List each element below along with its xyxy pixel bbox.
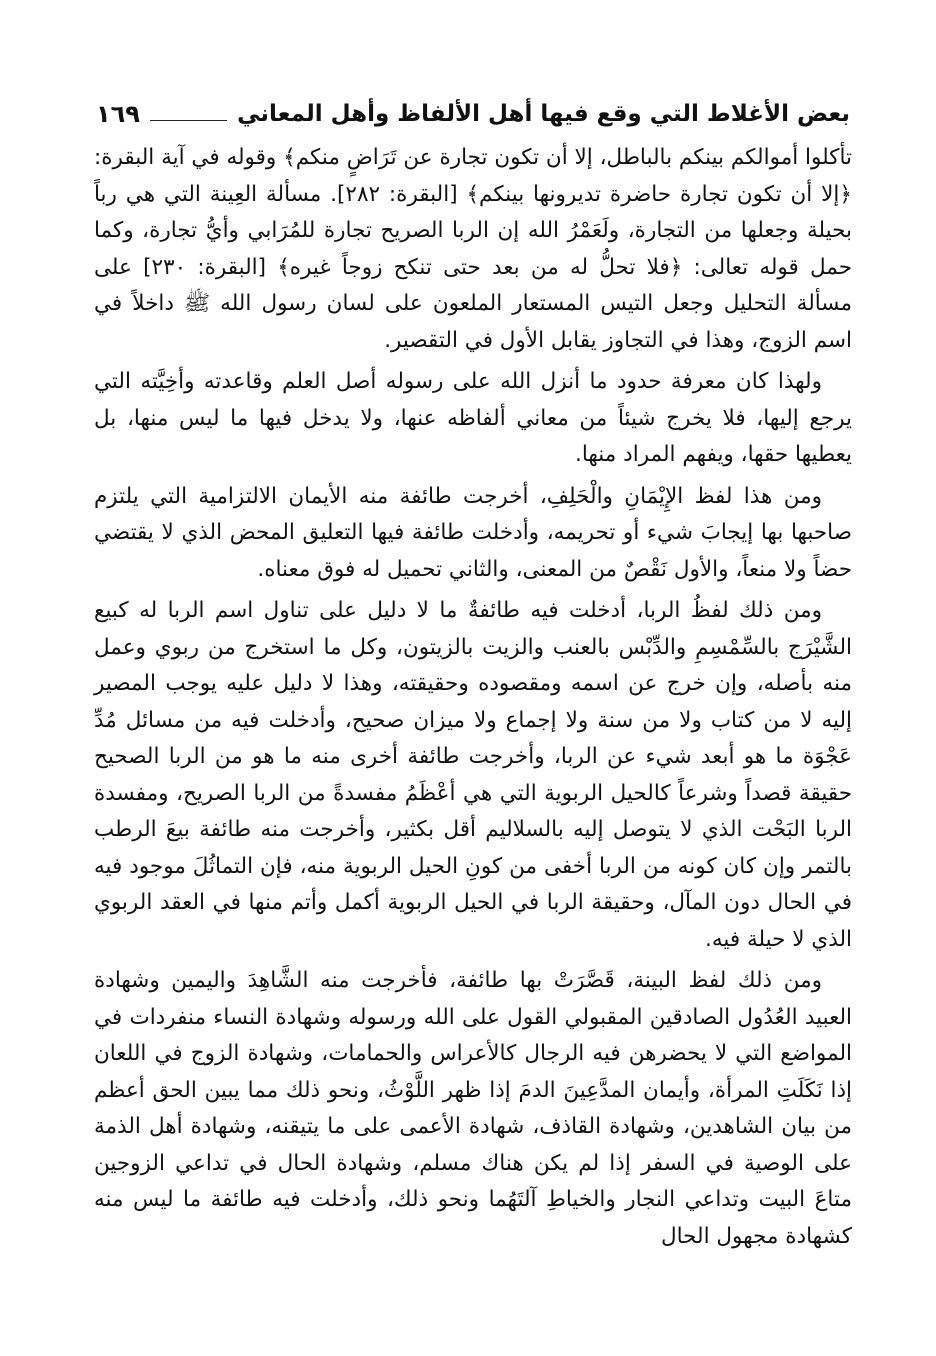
body-text (94, 140, 852, 1260)
paragraph-3: ومن هذا لفظ الإِيْمَانِ والْحَلِفِ، أخرجت طائفة منه الأيمان الالتزامية التي يلتزم صاحبها بها إيجابَ شيء أو تحريمه، وأدخلت طائفة فيها التعليق المحض الذي لا يقتضي حضاً ولا منعاً، والأول نَقْصٌ من المعنى، والثاني تحميل له فوق معناه. (94, 483, 852, 582)
header-rule (150, 120, 227, 121)
running-header (96, 94, 850, 134)
paragraph-4: ومن ذلك لفظُ الربا، أدخلت فيه طائفةٌ ما لا دليل على تناول اسم الربا له كبيع الشَّيْرَج بالسِّمْسِمِ والدِّبْس بالعنب والزيت بالزيتون، وكل ما استخرج من ربوي وعمل منه بأصله، وإن خرج عن اسمه ومقصوده وحقيقته، وهذا لا دليل عليه يوجب المصير إليه لا من كتاب ولا من سنة ولا إجماع ولا ميزان صحيح، وأدخلت فيه من مسائل مُدِّ عَجْوَة ما هو أبعد شيء عن الربا، وأخرجت طائفة أخرى منه ما هو من الربا الصحيح حقيقة قصداً وشرعاً كالحيل الربوية التي هي أعْظَمُ مفسدةً من الربا الصريح، ومفسدة الربا البَحْت الذي لا يتوصل إليه بالسلاليم أقل بكثير، وأخرجت منه طائفة بيعَ الرطب بالتمر وإن كان كونه من الربا أخفى من كونِ الحيل الربوية منه، فإن التماثُلَ موجود فيه في الحال دون المآل، وحقيقة الربا في الحيل الربوية أكمل وأتم منها في العقد الربوي الذي لا حيلة فيه. (94, 598, 852, 952)
page-number: ١٦٩ (96, 100, 140, 128)
running-header-title: بعض الأغلاط التي وقع فيها أهل الألفاظ وأهل المعاني (237, 101, 850, 127)
paragraph-1: تأكلوا أموالكم بينكم بالباطل، إلا أن تكون تجارة عن تَرَاضٍ منكم﴾ وقوله في آية البقرة: ﴿إلا أن تكون تجارة حاضرة تديرونها بينكم﴾ [البقرة: ٢٨٢]. مسألة العِينة التي هي رباً بحيلة وجعلها من التجارة، ولَعَمْرُ الله إن الربا الصريح تجارة للمُرَابي وأيُّ تجارة، وكما حمل قوله تعالى: ﴿فلا تحلُّ له من بعد حتى تنكح زوجاً غيره﴾ [البقرة: ٢٣٠] على مسألة التحليل وجعل التيس المستعار الملعون على لسان رسول الله ﷺ داخلاً في اسم الزوج، وهذا في التجاوز يقابل الأول في التقصير. (94, 145, 852, 353)
paragraph-2: ولهذا كان معرفة حدود ما أنزل الله على رسوله أصل العلم وقاعدته وأخِيَّته التي يرجع إليها، فلا يخرج شيئاً من معاني ألفاظه عنها، ولا يدخل فيها ما ليس منها، بل يعطيها حقها، ويفهم المراد منها. (94, 369, 852, 467)
paragraph-5: ومن ذلك لفظ البينة، قَصَّرَتْ بها طائفة، فأخرجت منه الشَّاهِدَ واليمين وشهادة العبيد العُدُول الصادقين المقبولي القول على الله ورسوله وشهادة النساء منفردات في المواضع التي لا يحضرهن فيه الرجال كالأعراس والحمامات، وشهادة الزوج في اللعان إذا نَكَلَتِ المرأة، وأيمان المدَّعِينَ الدمَ إذا ظهر اللَّوْثُ، ونحو ذلك مما يبين الحق أعظم من بيان الشاهدين، وشهادة القاذف، شهادة الأعمى على ما يتيقنه، وشهادة أهل الذمة على الوصية في السفر إذا لم يكن هناك مسلم، وشهادة الحال في تداعي الزوجين متاعَ البيت وتداعي النجار والخياطِ آلتَهُما ونحو ذلك، وأدخلت فيه طائفة ما ليس منه كشهادة مجهول الحال (94, 968, 852, 1249)
